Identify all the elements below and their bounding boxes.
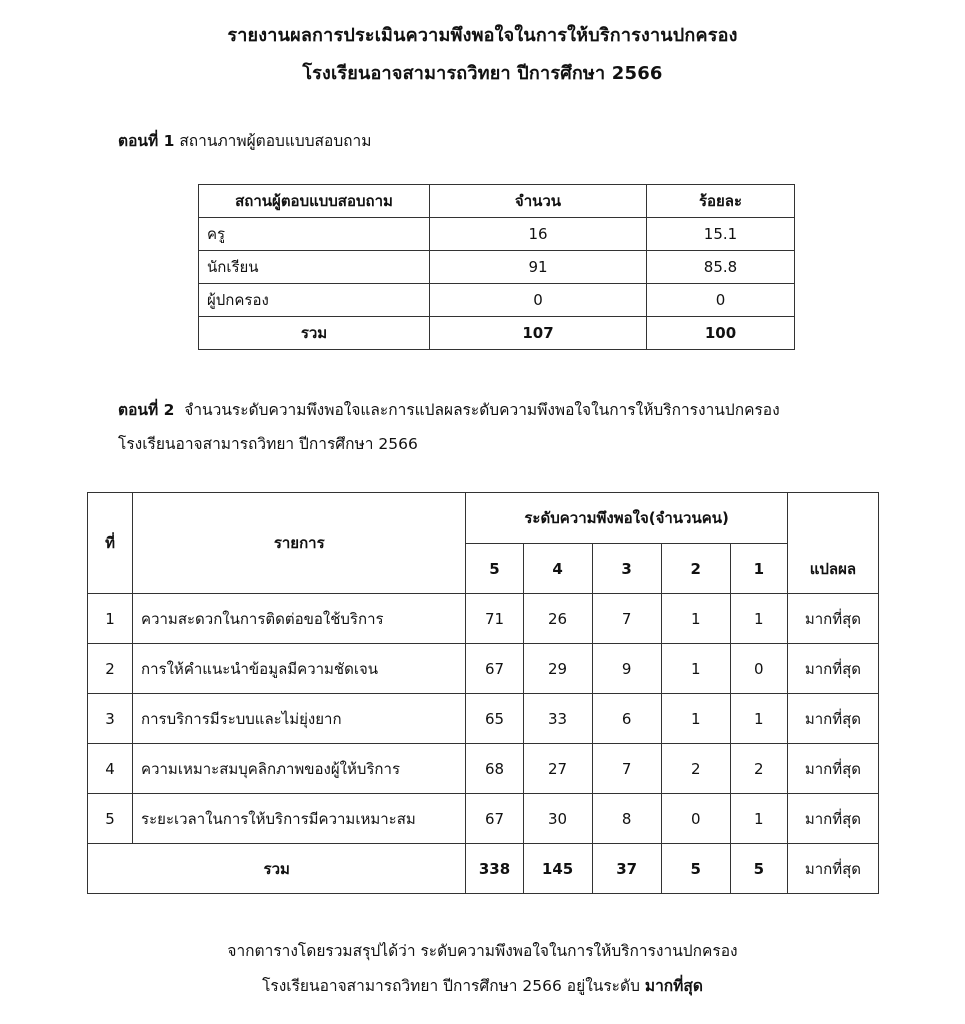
header-item: รายการ [133,493,466,594]
level-4-cell: 30 [523,794,592,844]
total-count-cell: 107 [430,317,647,350]
level-3-cell: 9 [592,644,661,694]
part2-text-line2: โรงเรียนอาจสามารถวิทยา ปีการศึกษา 2566 [118,435,418,453]
level-3-cell: 8 [592,794,661,844]
level-5-cell: 65 [466,694,523,744]
respondent-status-table [198,184,795,350]
total-level-5-cell: 338 [466,844,523,894]
conclusion-level: มากที่สุด [644,977,703,995]
header-count: จำนวน [430,185,647,218]
satisfaction-table [87,492,879,894]
header-level-3: 3 [592,544,661,594]
count-cell: 16 [430,218,647,251]
status-cell: ครู [199,218,430,251]
row-no-cell: 1 [88,594,133,644]
table-header-row [88,493,879,544]
conclusion-line2 [0,973,965,998]
level-1-cell: 1 [730,794,787,844]
table-total-row [199,317,795,350]
table-row [88,694,879,744]
total-level-1-cell: 5 [730,844,787,894]
header-level-4: 4 [523,544,592,594]
part2-heading [118,397,780,422]
table-row [88,644,879,694]
level-2-cell: 0 [661,794,730,844]
header-interpret: แปลผล [787,493,878,594]
level-4-cell: 29 [523,644,592,694]
level-4-cell: 27 [523,744,592,794]
level-4-cell: 33 [523,694,592,744]
status-cell: ผู้ปกครอง [199,284,430,317]
row-item-cell: การให้คำแนะนำข้อมูลมีความชัดเจน [133,644,466,694]
total-level-3-cell: 37 [592,844,661,894]
result-cell: มากที่สุด [787,744,878,794]
level-2-cell: 1 [661,694,730,744]
header-percent: ร้อยละ [647,185,795,218]
header-level-5: 5 [466,544,523,594]
result-cell: มากที่สุด [787,644,878,694]
conclusion-line2-text: โรงเรียนอาจสามารถวิทยา ปีการศึกษา 2566 อยู่ในระดับ [262,977,640,995]
total-result-cell: มากที่สุด [787,844,878,894]
level-1-cell: 1 [730,694,787,744]
level-2-cell: 2 [661,744,730,794]
total-label-cell: รวม [199,317,430,350]
table-row [199,218,795,251]
report-title-line2: โรงเรียนอาจสามารถวิทยา ปีการศึกษา 2566 [302,63,663,84]
table-row [88,744,879,794]
level-5-cell: 68 [466,744,523,794]
level-3-cell: 6 [592,694,661,744]
percent-cell: 15.1 [647,218,795,251]
status-cell: นักเรียน [199,251,430,284]
total-percent-cell: 100 [647,317,795,350]
level-1-cell: 2 [730,744,787,794]
part1-heading [118,128,371,153]
row-item-cell: การบริการมีระบบและไม่ยุ่งยาก [133,694,466,744]
row-item-cell: ความสะดวกในการติดต่อขอใช้บริการ [133,594,466,644]
table-row [199,284,795,317]
row-no-cell: 5 [88,794,133,844]
total-label-cell: รวม [88,844,466,894]
level-1-cell: 0 [730,644,787,694]
level-3-cell: 7 [592,594,661,644]
level-2-cell: 1 [661,594,730,644]
result-cell: มากที่สุด [787,594,878,644]
count-cell: 91 [430,251,647,284]
level-5-cell: 67 [466,644,523,694]
total-level-4-cell: 145 [523,844,592,894]
row-no-cell: 3 [88,694,133,744]
part1-label: ตอนที่ 1 [118,132,175,150]
row-no-cell: 4 [88,744,133,794]
table-row [88,794,879,844]
header-no: ที่ [88,493,133,594]
level-4-cell: 26 [523,594,592,644]
header-level-2: 2 [661,544,730,594]
table-row [88,594,879,644]
row-item-cell: ระยะเวลาในการให้บริการมีความเหมาะสม [133,794,466,844]
count-cell: 0 [430,284,647,317]
part1-text: สถานภาพผู้ตอบแบบสอบถาม [179,132,372,150]
percent-cell: 85.8 [647,251,795,284]
level-5-cell: 71 [466,594,523,644]
row-item-cell: ความเหมาะสมบุคลิกภาพของผู้ให้บริการ [133,744,466,794]
percent-cell: 0 [647,284,795,317]
table-row [199,251,795,284]
level-3-cell: 7 [592,744,661,794]
part2-text-line1: จำนวนระดับความพึงพอใจและการแปลผลระดับความพึงพอใจในการให้บริการงานปกครอง [184,401,780,419]
result-cell: มากที่สุด [787,694,878,744]
result-cell: มากที่สุด [787,794,878,844]
row-no-cell: 2 [88,644,133,694]
table-header-row [199,185,795,218]
conclusion-line1: จากตารางโดยรวมสรุปได้ว่า ระดับความพึงพอใจในการให้บริการงานปกครอง [227,942,738,960]
part2-label: ตอนที่ 2 [118,401,175,419]
report-title-line1: รายงานผลการประเมินความพึงพอใจในการให้บริการงานปกครอง [227,25,738,46]
table-total-row [88,844,879,894]
level-2-cell: 1 [661,644,730,694]
level-5-cell: 67 [466,794,523,844]
level-1-cell: 1 [730,594,787,644]
header-level-1: 1 [730,544,787,594]
header-status: สถานผู้ตอบแบบสอบถาม [199,185,430,218]
total-level-2-cell: 5 [661,844,730,894]
header-level-group: ระดับความพึงพอใจ(จำนวนคน) [466,493,787,544]
